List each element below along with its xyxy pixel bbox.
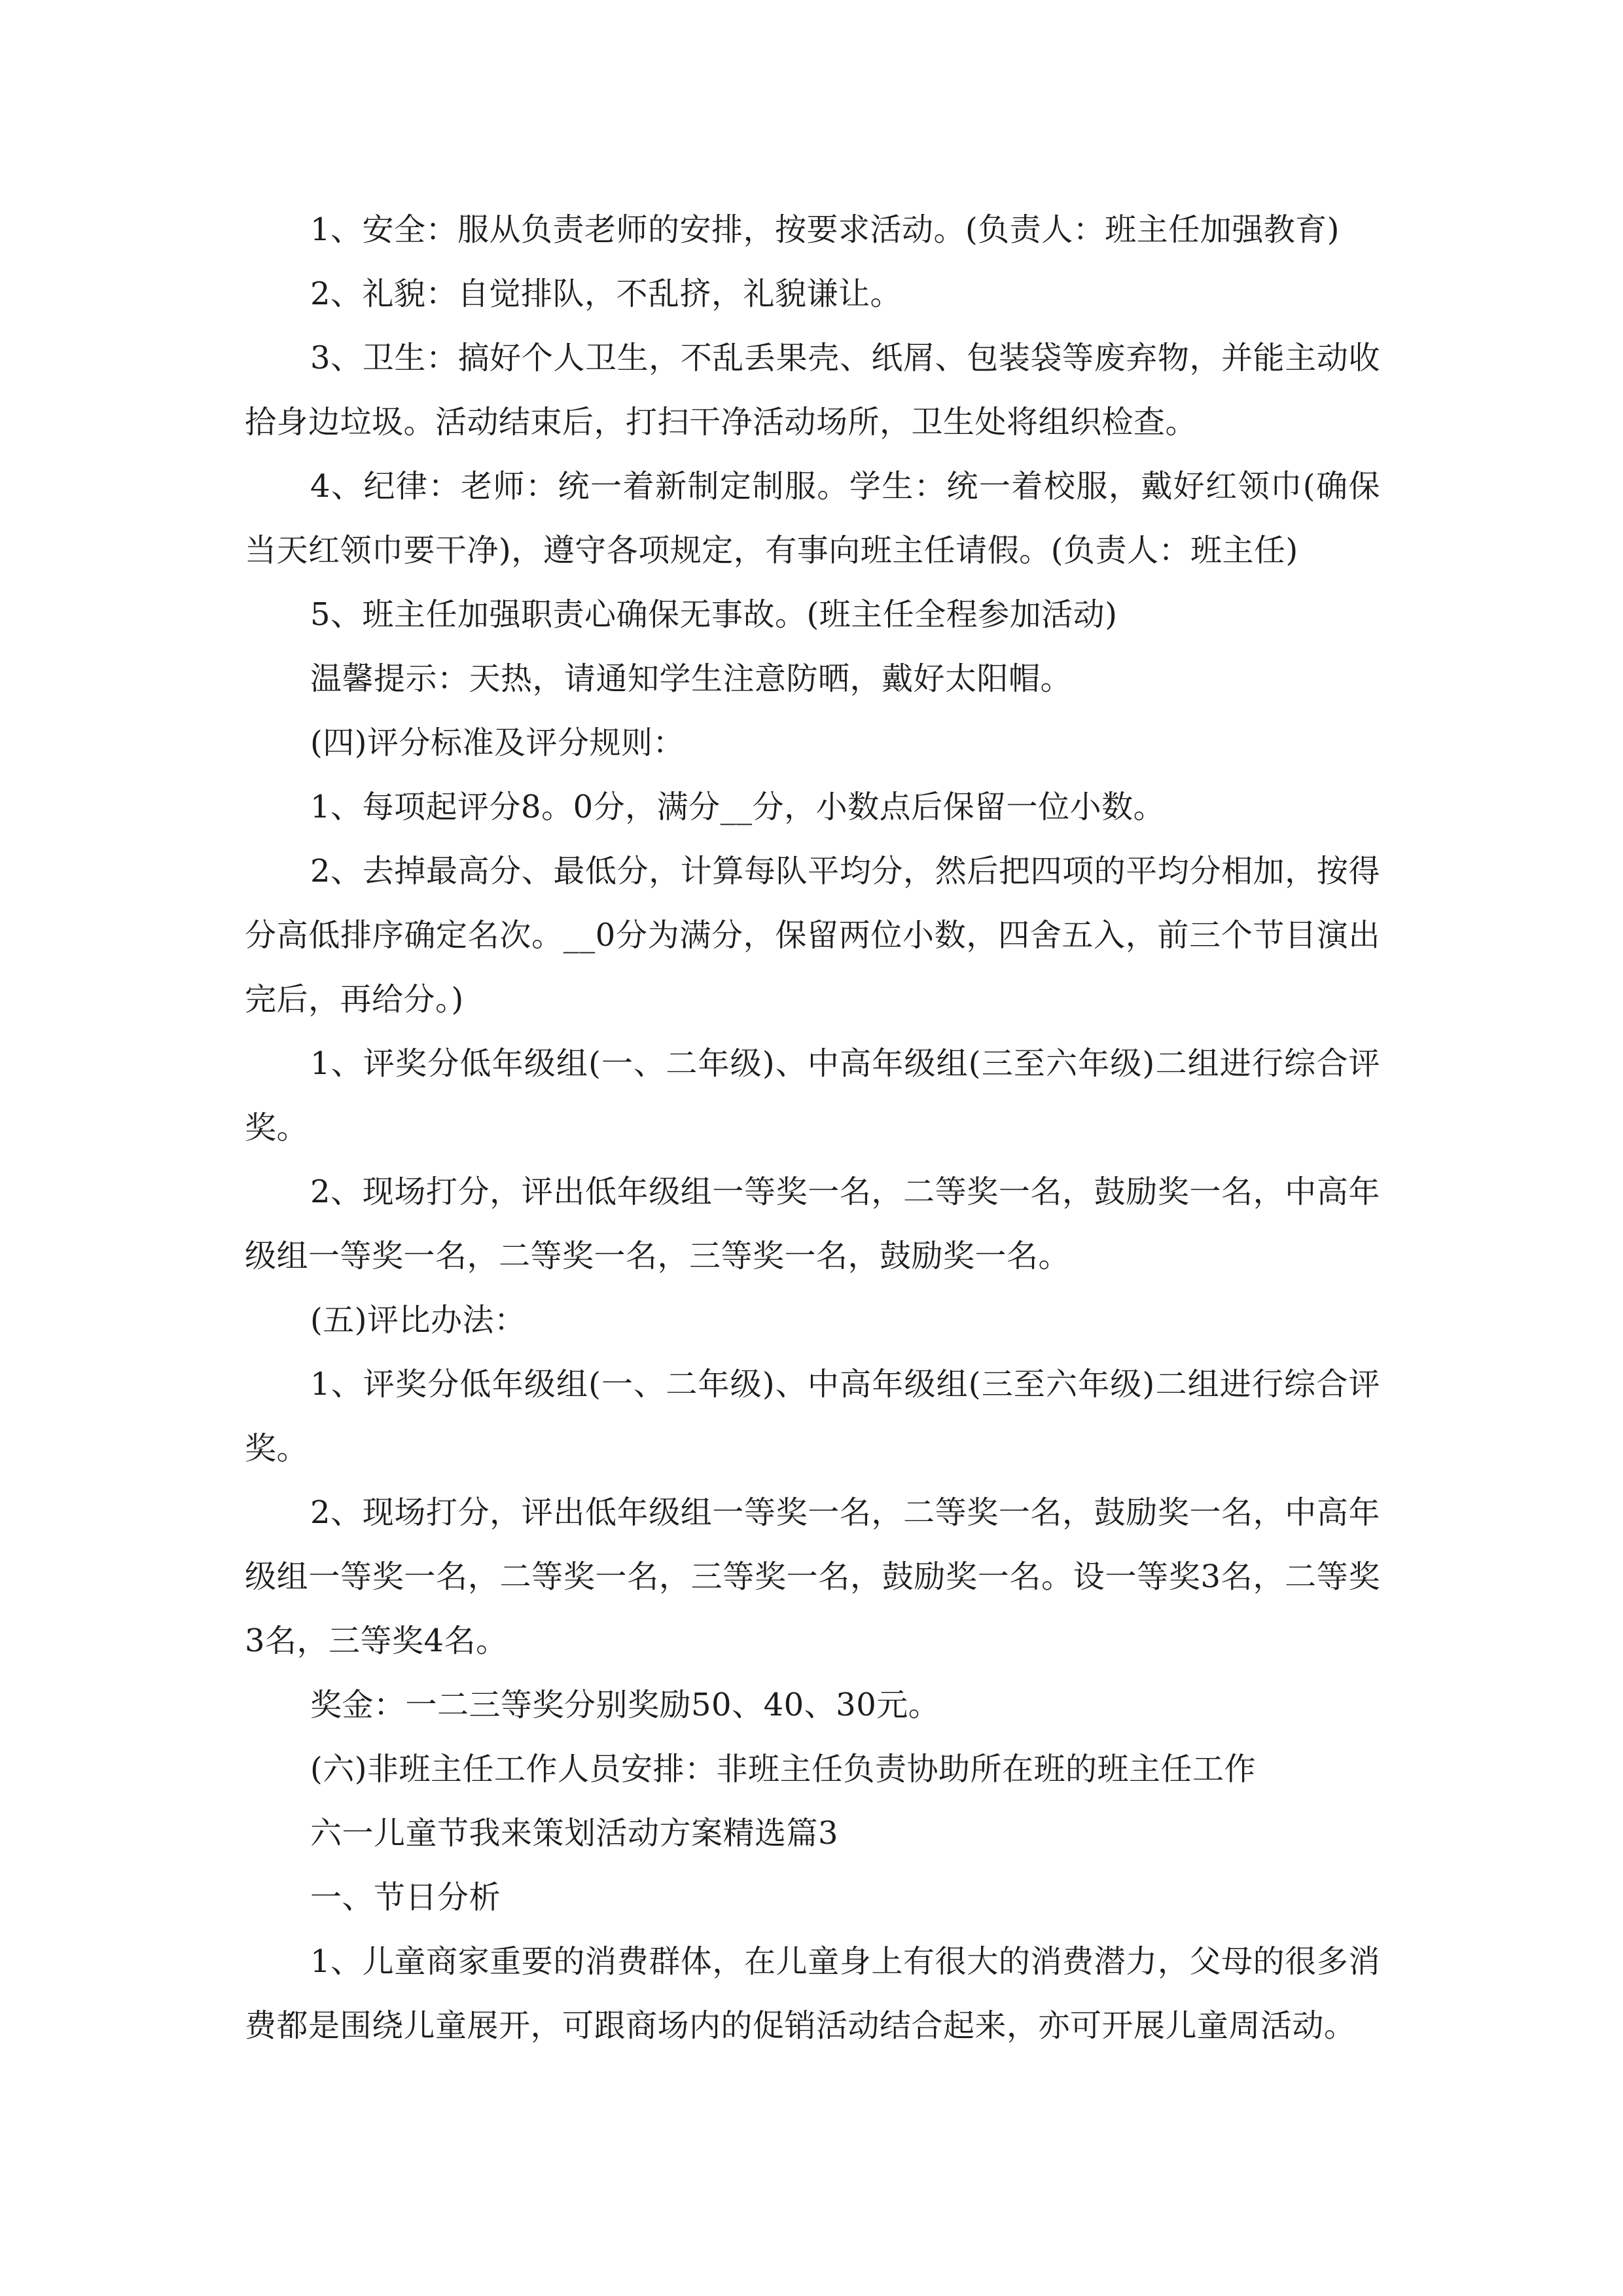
document-body — [245, 198, 1380, 2058]
scoring-rule-1: 1、每项起评分8。0分，满分__分，小数点后保留一位小数。 — [310, 789, 1166, 825]
section-heading-analysis: 一、节日分析 — [310, 1879, 501, 1916]
section-heading-staff: (六)非班主任工作人员安排：非班主任负责协助所在班的班主任工作 — [310, 1751, 1256, 1787]
rule-safety: 1、安全：服从负责老师的安排，按要求活动。(负责人：班主任加强教育) — [310, 211, 1340, 248]
prize-money: 奖金：一二三等奖分别奖励50、40、30元。 — [310, 1687, 940, 1723]
rule-responsibility: 5、班主任加强职责心确保无事故。(班主任全程参加活动) — [310, 596, 1118, 633]
scoring-rule-2: 2、去掉最高分、最低分，计算每队平均分，然后把四项的平均分相加，按得分高低排序确定名次。__0分为满分，保留两位小数，四舍五入，前三个节目演出完后，再给分。) — [245, 853, 1380, 1018]
evaluation-rule-2: 2、现场打分，评出低年级组一等奖一名，二等奖一名，鼓励奖一名，中高年级组一等奖一名，二等奖一名，三等奖一名，鼓励奖一名。设一等奖3名，二等奖3名，三等奖4名。 — [245, 1494, 1380, 1659]
rule-discipline: 4、纪律：老师：统一着新制定制服。学生：统一着校服，戴好红领巾(确保当天红领巾要干净)，遵守各项规定，有事向班主任请假。(负责人：班主任) — [245, 468, 1380, 569]
analysis-point-1: 1、儿童商家重要的消费群体，在儿童身上有很大的消费潜力，父母的很多消费都是围绕儿童展开，可跟商场内的促销活动结合起来，亦可开展儿童周活动。 — [245, 1943, 1380, 2044]
section-heading-evaluation: (五)评比办法： — [310, 1302, 526, 1338]
award-group-rule: 1、评奖分低年级组(一、二年级)、中高年级组(三至六年级)二组进行综合评奖。 — [245, 1045, 1380, 1146]
award-scoring-rule: 2、现场打分，评出低年级组一等奖一名，二等奖一名，鼓励奖一名，中高年级组一等奖一名，二等奖一名，三等奖一名，鼓励奖一名。 — [245, 1174, 1380, 1274]
rule-courtesy: 2、礼貌：自觉排队，不乱挤，礼貌谦让。 — [310, 276, 902, 312]
warm-reminder: 温馨提示：天热，请通知学生注意防晒，戴好太阳帽。 — [310, 660, 1073, 697]
article-title: 六一儿童节我来策划活动方案精选篇3 — [310, 1815, 839, 1852]
section-heading-scoring: (四)评分标准及评分规则： — [310, 725, 685, 761]
rule-hygiene: 3、卫生：搞好个人卫生，不乱丢果壳、纸屑、包装袋等废弃物，并能主动收拾身边垃圾。活动结束后，打扫干净活动场所，卫生处将组织检查。 — [245, 340, 1380, 440]
evaluation-rule-1: 1、评奖分低年级组(一、二年级)、中高年级组(三至六年级)二组进行综合评奖。 — [245, 1366, 1380, 1467]
